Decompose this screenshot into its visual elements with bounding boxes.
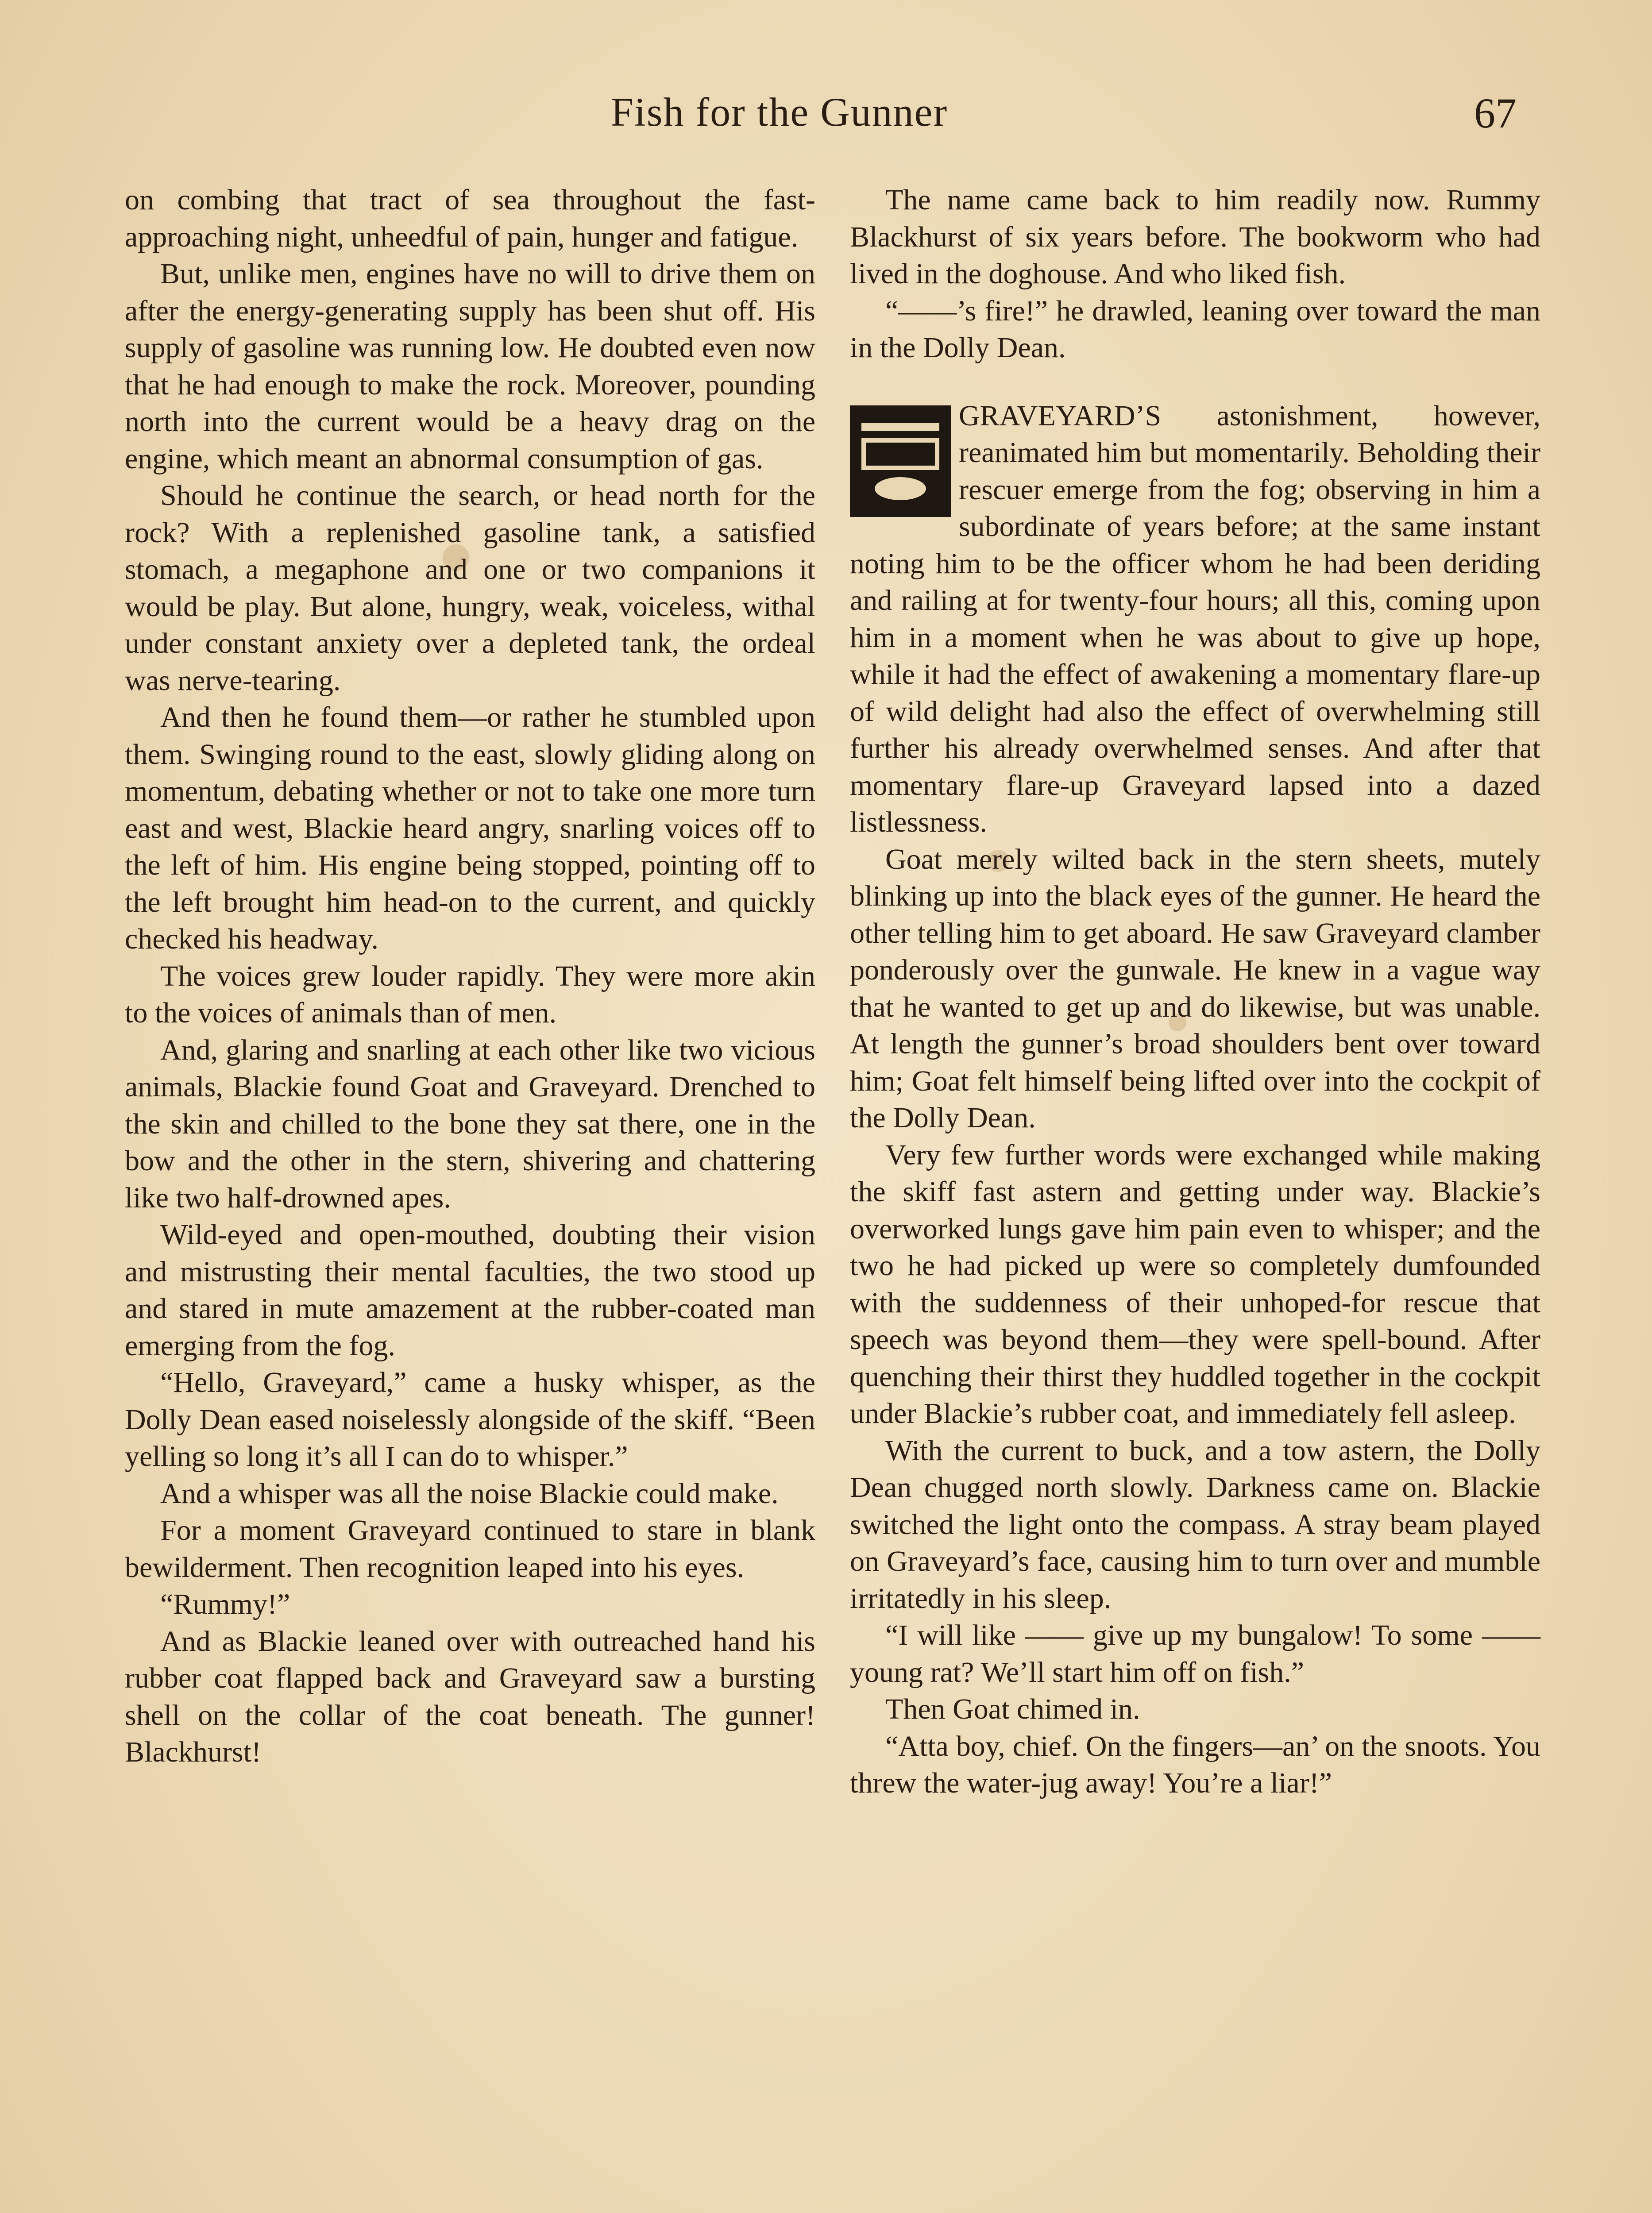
paragraph: “——’s fire!” he drawled, leaning over toward the man in the Dolly Dean. — [850, 294, 1540, 364]
paragraph: The name came back to him readily now. Rummy Blackhurst of six years before. The bookworm who had lived in the doghouse. And who liked fish. — [850, 184, 1540, 290]
left-column — [125, 181, 815, 1771]
paragraph: And as Blackie leaned over with outreached hand his rubber coat flapped back and Graveyard saw a bursting shell on the collar of the coat beneath. The gunner! Blackhurst! — [125, 1625, 815, 1768]
paragraph: With the current to buck, and a tow astern, the Dolly Dean chugged north slowly. Darkness came on. Blackie switched the light onto the compass. A stray beam played on Graveyard’s face, causing him to turn over and mumble irritatedly in his sleep. — [850, 1434, 1540, 1615]
paragraph: For a moment Graveyard continued to stare in blank bewilderment. Then recognition leaped into his eyes. — [125, 1514, 815, 1584]
paragraph: Very few further words were exchanged while making the skiff fast astern and getting under way. Blackie’s overworked lungs gave him pain even to whisper; and the two he had picked up were so completely dumfounded with the suddenness of their unhoped-for rescue that speech was beyond them—they were spell-bound. After quenching their thirst they huddled together in the cockpit under Blackie’s rubber coat, and immediately fell asleep. — [850, 1138, 1540, 1430]
paragraph: And, glaring and snarling at each other like two vicious animals, Blackie found Goat and Graveyard. Drenched to the skin and chilled to the bone they sat there, one in the bow and the other in the stern, shivering and chattering like two half-drowned apes. — [125, 1033, 815, 1214]
paragraph: But, unlike men, engines have no will to drive them on after the energy-generating supply has been shut off. His supply of gasoline was running low. He doubted even now that he had enough to make the rock. Moreover, pounding north into the current would be a heavy drag on the engine, which meant an abnormal consumption of gas. — [125, 258, 815, 475]
page-number: 67 — [1474, 89, 1517, 137]
opening-paragraph: GRAVEYARD’S astonishment, however, reanimated him but momentarily. Beholding their rescuer emerge from the fog; observing in him a subordinate of years before; at the same instant noting him to be the officer whom he had been deriding and railing at for twenty-four hours; all this, coming upon him in a moment when he was about to give up hope, while it had the effect of awakening a momentary flare-up of wild delight had also the effect of overwhelming still further his already overwhelmed senses. And after that momentary flare-up Graveyard lapsed into a dazed listlessness. — [850, 399, 1540, 838]
paragraph: “Rummy!” — [160, 1588, 290, 1620]
section-break — [850, 366, 1540, 397]
paragraph: Goat merely wilted back in the stern sheets, mutely blinking up into the black eyes of the gunner. He heard the other telling him to get aboard. He saw Graveyard clamber ponderously over the gunwale. He knew in a vague way that he wanted to get up and do likewise, but was unable. At length the gunner’s broad shoulders bent over toward him; Goat felt himself being lifted over into the cockpit of the Dolly Dean. — [850, 843, 1540, 1134]
right-column — [850, 181, 1540, 1802]
page-header — [0, 80, 1652, 137]
paragraph: And then he found them—or rather he stumbled upon them. Swinging round to the east, slowly gliding along on momentum, debating whether or not to take one more turn east and west, Blackie heard angry, snarling voices off to the left of him. His engine being stopped, pointing off to the left brought him head-on to the current, and quickly checked his headway. — [125, 701, 815, 955]
paragraph: Then Goat chimed in. — [885, 1693, 1140, 1725]
paragraph: Should he continue the search, or head north for the rock? With a replenished gasoline tank, a satisfied stomach, a megaphone and one or two companions it would be play. But alone, hungry, weak, voiceless, withal under constant anxiety over a depleted tank, the ordeal was nerve-tearing. — [125, 479, 815, 697]
paragraph: “I will like —— give up my bungalow! To some —— young rat? We’ll start him off on fish.” — [850, 1619, 1540, 1689]
paragraph: Wild-eyed and open-mouthed, doubting their vision and mistrusting their mental faculties, the two stood up and stared in mute amazement at the rubber-coated man emerging from the fog. — [125, 1218, 815, 1362]
section-opening — [850, 397, 1540, 841]
paragraph: The voices grew louder rapidly. They were more akin to the voices of animals than of men. — [125, 960, 815, 1029]
paragraph: on combing that tract of sea throughout the fast-approaching night, unheedful of pain, hunger and fatigue. — [125, 184, 815, 253]
running-title: Fish for the Gunner — [611, 89, 948, 135]
paragraph: “Hello, Graveyard,” came a husky whisper, as the Dolly Dean eased noiselessly alongside of the skiff. “Been yelling so long it’s all I can do to whisper.” — [125, 1366, 815, 1473]
boat-scene-ornament-icon — [850, 405, 951, 517]
paragraph: “Atta boy, chief. On the fingers—an’ on the snoots. You threw the water-jug away! You’re a liar!” — [850, 1730, 1540, 1799]
paragraph: And a whisper was all the noise Blackie could make. — [160, 1477, 779, 1510]
